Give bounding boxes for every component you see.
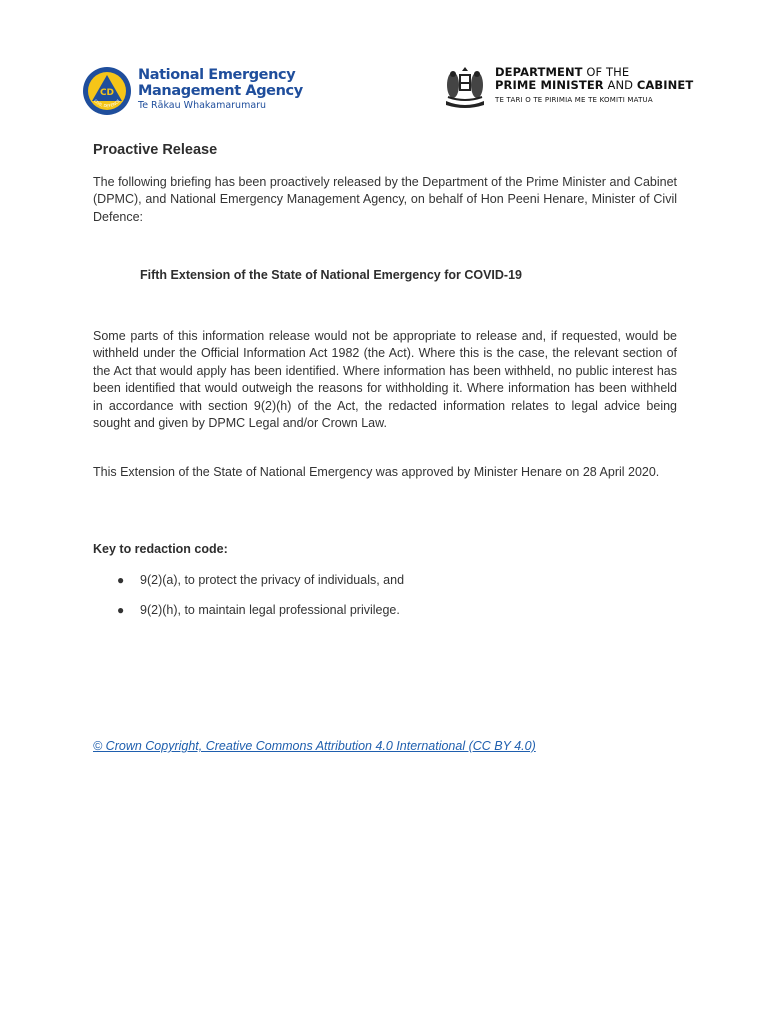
redaction-code-text: 9(2)(h), to maintain legal professional privilege.: [140, 603, 400, 617]
redaction-key-heading: Key to redaction code:: [93, 542, 228, 556]
approval-paragraph: This Extension of the State of National Emergency was approved by Minister Henare on 28 April 2020.: [93, 465, 660, 479]
dpmc-wordmark: [495, 66, 693, 105]
bullet-icon: ●: [117, 603, 125, 617]
civil-defence-emblem-icon: [82, 66, 132, 116]
dpmc-logo: [442, 65, 732, 109]
list-item: [93, 572, 677, 589]
page-title: Proactive Release: [93, 142, 218, 158]
briefing-subject: Fifth Extension of the State of National Emergency for COVID-19: [140, 268, 522, 282]
bullet-icon: ●: [117, 573, 125, 587]
redaction-code-text: 9(2)(a), to protect the privacy of individuals, and: [140, 573, 405, 587]
emblem-text: CD: [99, 88, 115, 98]
coat-of-arms-icon: [442, 65, 488, 109]
list-item: [93, 602, 677, 619]
withheld-info-paragraph: Some parts of this information release would not be appropriate to release and, if requested, would be withheld under the Official Information Act 1982 (the Act). Where this is the case, the relevant section of the Act that would apply has been identified. Where information has been withheld, no public interest has been identified that would outweigh the reasons for withholding it. Where information has been withheld in accordance with section 9(2)(h) of the Act, the redacted information relates to legal advice being sought and given by DPMC Legal and/or Crown Law.: [93, 329, 677, 431]
intro-paragraph: The following briefing has been proactively released by the Department of the Prime Minister and Cabinet (DPMC), and National Emergency Management Agency, on behalf of Hon Peeni Henare, Minister of Civil Defence:: [93, 175, 677, 224]
emblem-ring-text: CIVIL DEFENCE: [92, 98, 122, 109]
nema-name-line2: Management Agency: [138, 83, 303, 99]
dpmc-name-line1: DEPARTMENT OF THE: [495, 65, 630, 79]
nema-logo: [82, 66, 303, 116]
nema-wordmark: [138, 67, 303, 112]
copyright-license-link[interactable]: © Crown Copyright, Creative Commons Attribution 4.0 International (CC BY 4.0): [93, 739, 536, 753]
nema-name-line1: National Emergency: [138, 67, 296, 83]
dpmc-name-line2: PRIME MINISTER AND CABINET: [495, 78, 694, 92]
dpmc-maori-name: TE TARI O TE PIRIMIA ME TE KOMITI MATUA: [495, 96, 653, 104]
redaction-key-list: [93, 572, 677, 632]
nema-maori-name: Te Rākau Whakamarumaru: [138, 100, 267, 111]
